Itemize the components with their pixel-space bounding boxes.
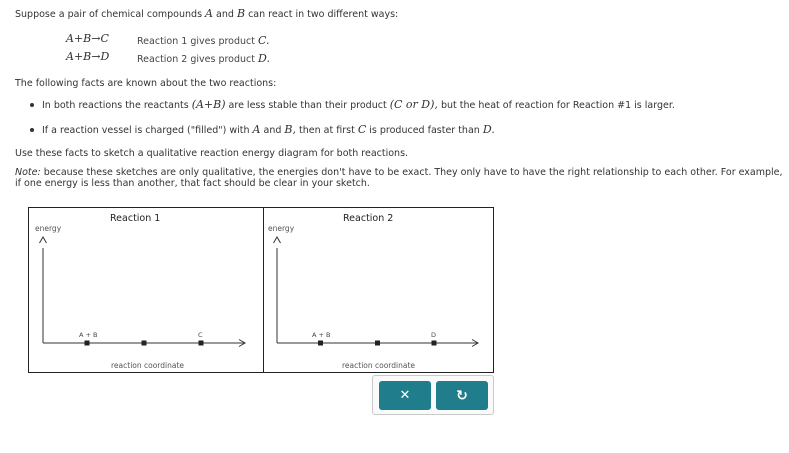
fact-2-a: A xyxy=(252,123,261,136)
reaction-2-panel[interactable] xyxy=(264,208,493,372)
close-icon: ✕ xyxy=(399,388,411,403)
fact-2-mid: then at first xyxy=(299,125,355,136)
clear-button[interactable] xyxy=(379,381,431,410)
reaction-1-tick-middle[interactable] xyxy=(142,341,147,346)
reset-button[interactable] xyxy=(436,381,488,410)
note-line-2: if one energy is less than another, that fact should be clear in your sketch. xyxy=(15,178,370,189)
reaction-1-description xyxy=(137,34,270,47)
fact-1-post: but the heat of reaction for Reaction #1 is larger. xyxy=(440,100,675,111)
reaction-2-tick-label-product: D xyxy=(431,331,437,339)
note-label: Note: xyxy=(15,167,41,178)
intro-text: Suppose a pair of chemical compounds xyxy=(15,9,203,20)
reaction-1-tick-product[interactable] xyxy=(199,341,204,346)
bullet-1 xyxy=(30,103,34,107)
note-line-1 xyxy=(15,167,783,178)
fact-2-d: D. xyxy=(482,123,495,136)
reaction-2-tick-middle[interactable] xyxy=(375,341,380,346)
reaction-1-y-arrow xyxy=(40,237,47,243)
reaction-1-desc-text: Reaction 1 gives product xyxy=(137,36,255,47)
fact-1 xyxy=(42,98,675,111)
undo-icon: ↻ xyxy=(456,387,468,404)
reaction-2-description xyxy=(137,52,270,65)
fact-2-c: C xyxy=(357,123,367,136)
reaction-2-desc-text: Reaction 2 gives product xyxy=(137,54,255,65)
fact-2-b: B, xyxy=(284,123,296,136)
fact-1-mid: are less stable than their product xyxy=(228,100,387,111)
reaction-2-tick-reactants[interactable] xyxy=(318,341,323,346)
reaction-1-tick-label-product: C xyxy=(198,331,203,339)
facts-intro: The following facts are known about the two reactions: xyxy=(15,78,277,89)
reaction-1-y-label: energy xyxy=(35,224,62,233)
reaction-2-equation: A+B→D xyxy=(66,50,110,63)
reaction-2-x-label: reaction coordinate xyxy=(342,361,416,370)
reaction-2-tick-label-reactants: A + B xyxy=(312,331,331,339)
fact-1-products: (C or D), xyxy=(389,98,438,111)
reaction-1-title: Reaction 1 xyxy=(110,213,161,224)
reaction-1-tick-reactants[interactable] xyxy=(85,341,90,346)
intro-tail: can react in two different ways: xyxy=(248,9,399,20)
reaction-2-title: Reaction 2 xyxy=(343,213,394,224)
reaction-1-tick-label-reactants: A + B xyxy=(79,331,98,339)
reaction-1-product: C. xyxy=(258,34,270,47)
compound-b: B xyxy=(236,7,246,20)
reaction-2-y-label: energy xyxy=(268,224,295,233)
bullet-2 xyxy=(30,128,34,132)
intro-and: and xyxy=(216,9,234,20)
reaction-2-product: D. xyxy=(258,52,270,65)
instruction: Use these facts to sketch a qualitative reaction energy diagram for both reactions. xyxy=(15,148,409,159)
fact-2 xyxy=(42,123,495,136)
reaction-2-axes[interactable] xyxy=(264,208,493,372)
answer-toolbar xyxy=(372,375,494,415)
fact-2-and: and xyxy=(263,125,282,136)
fact-1-reactants: (A+B) xyxy=(191,98,226,111)
note-text-1: because these sketches are only qualitative, the energies don't have to be exact. They only have to have the right relationship to each other. For example, xyxy=(43,167,783,178)
reaction-1-panel[interactable] xyxy=(29,208,263,372)
reaction-2-tick-product[interactable] xyxy=(432,341,437,346)
reaction-2-y-arrow xyxy=(274,237,281,243)
reaction-1-x-label: reaction coordinate xyxy=(111,361,185,370)
intro-line xyxy=(15,7,398,20)
reaction-1-equation: A+B→C xyxy=(66,32,109,45)
compound-a: A xyxy=(205,7,213,20)
sketch-area xyxy=(28,207,494,373)
fact-1-pre: In both reactions the reactants xyxy=(42,100,189,111)
reaction-1-axes[interactable] xyxy=(29,208,263,372)
fact-2-mid2: is produced faster than xyxy=(369,125,480,136)
fact-2-pre: If a reaction vessel is charged ("filled") with xyxy=(42,125,250,136)
